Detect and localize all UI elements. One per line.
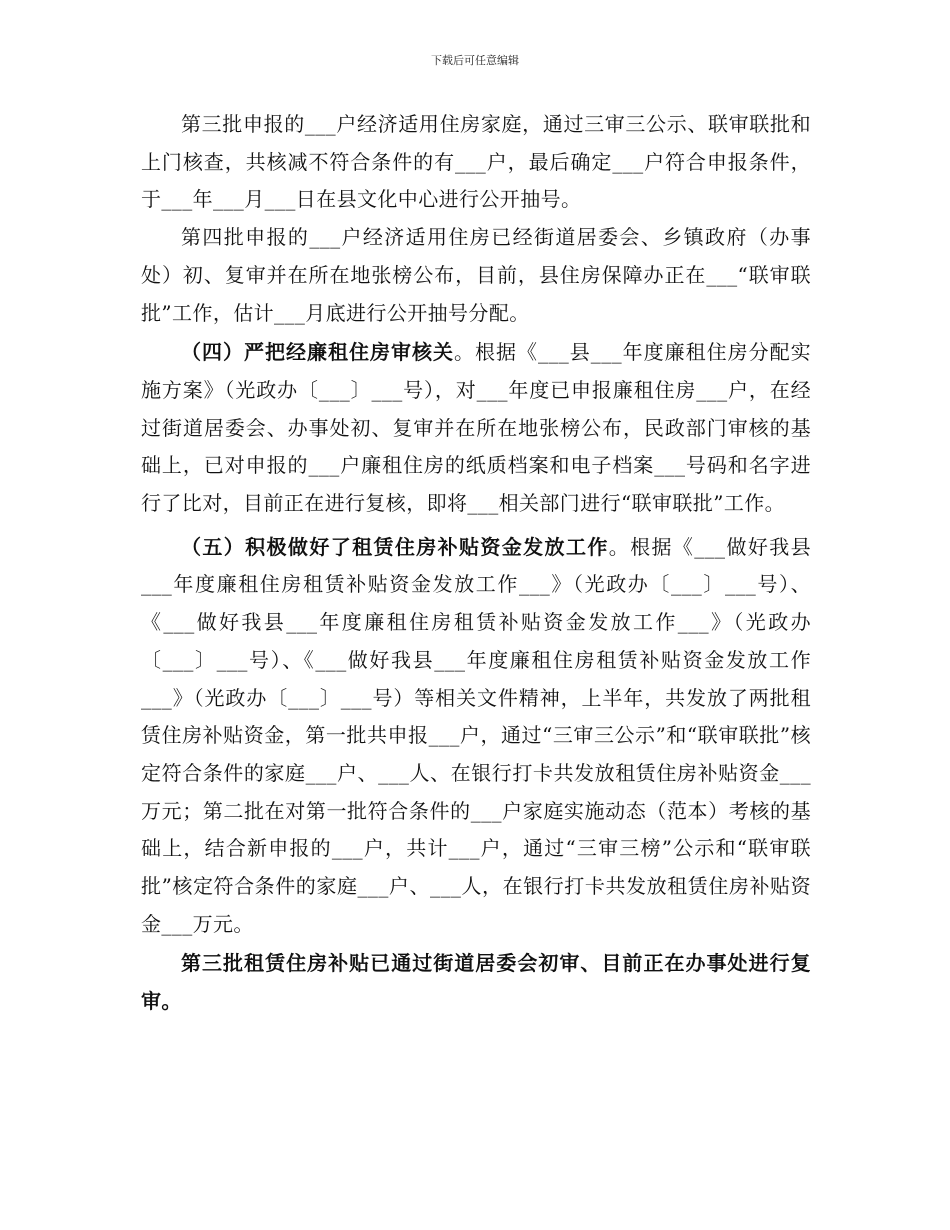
paragraph-lowrent-review (141, 334, 811, 523)
paragraph-batch4-housing: 第四批申报的___户经济适用住房已经街道居委会、乡镇政府（办事处）初、复审并在所在地张榜公布，目前，县住房保障办正在___“联审联批”工作，估计___月底进行公开抽号分配。 (141, 225, 811, 325)
paragraph-batch3-subsidy: 第三批租赁住房补贴已通过街道居委会初审、目前正在办事处进行复审。 (141, 951, 811, 1014)
section-heading-5: （五）积极做好了租赁住房补贴资金发放工作 (181, 534, 609, 559)
section-heading-4: （四）严把经廉租住房审核关 (181, 340, 454, 365)
section-body-4: 。根据《___县___年度廉租住房分配实施方案》（光政办〔___〕___号），对___年度已申报廉租住房___户，在经过街道居委会、办事处初、复审并在所在地张榜公布，民政部门审核的基础上，已对申报的___户廉租住房的纸质档案和电子档案___号码和名字进行了比对，目前正在进行复核，即将___相关部门进行“联审联批”工作。 (141, 340, 811, 516)
section-body-5: 。根据《___做好我县___年度廉租住房租赁补贴资金发放工作___》（光政办〔___〕___号）、《___做好我县___年度廉租住房租赁补贴资金发放工作___》（光政办〔___〕___号）、《___做好我县___年度廉租住房租赁补贴资金发放工作___》（光政办〔___〕___号）等相关文件精神，上半年，共发放了两批租赁住房补贴资金，第一批共申报___户，通过“三审三公示”和“联审联批”核定符合条件的家庭___户、___人、在银行打卡共发放租赁住房补贴资金___万元；第二批在对第一批符合条件的___户家庭实施动态（范本）考核的基础上，结合新申报的___户，共计___户，通过“三审三榜”公示和“联审联批”核定符合条件的家庭___户、___人，在银行打卡共发放租赁住房补贴资金___万元。 (141, 534, 812, 936)
document-body (141, 106, 811, 1021)
paragraph-rental-subsidy (141, 529, 811, 944)
page-header: 下载后可任意编辑 (431, 54, 519, 67)
paragraph-batch3-housing: 第三批申报的___户经济适用住房家庭，通过三审三公示、联审联批和上门核查，共核减不符合条件的有___户，最后确定___户符合申报条件，于___年___月___日在县文化中心进行公开抽号。 (141, 112, 811, 212)
